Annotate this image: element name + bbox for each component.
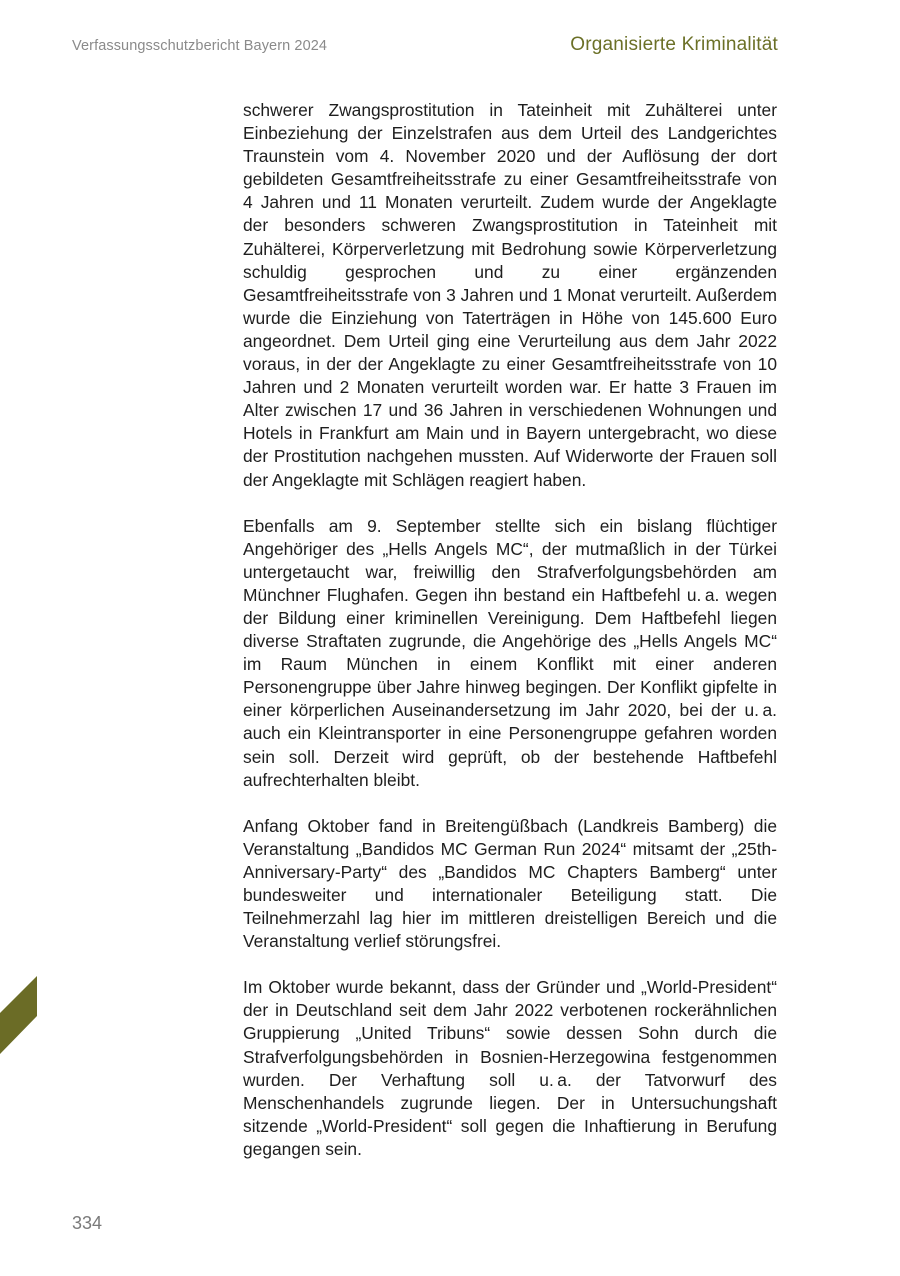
section-title: Organisierte Kriminalität <box>570 34 778 55</box>
paragraph-court-ruling: schwerer Zwangsprostitution in Tateinheit mit Zuhälterei unter Einbeziehung der Einzelstrafen aus dem Urteil des Landgerichtes Traunstein vom 4. November 2020 und der Auflösung der dort gebildeten Gesamtfreiheitsstrafe zu einer Gesamtfreiheitsstrafe von 4 Jahren und 11 Monaten verurteilt. Zudem wurde der Angeklagte der besonders schweren Zwangsprostitution in Tateinheit mit Zuhälterei, Körperverletzung mit Bedrohung sowie Körperverletzung schuldig gesprochen und zu einer ergänzenden Gesamtfreiheitsstrafe von 3 Jahren und 1 Monat verurteilt. Außerdem wurde die Einziehung von Taterträgen in Höhe von 145.600 Euro angeordnet. Dem Urteil ging eine Verurteilung aus dem Jahr 2022 voraus, in der der Angeklagte zu einer Gesamtfreiheitsstrafe von 10 Jahren und 2 Monaten verurteilt worden war. Er hatte 3 Frauen im Alter zwischen 17 und 36 Jahren in verschiedenen Wohnungen und Hotels in Frankfurt am Main und in Bayern untergebracht, wo diese der Prostitution nachgehen mussten. Auf Widerworte der Frauen soll der Angeklagte mit Schlägen reagiert haben. <box>243 100 777 490</box>
document-title: Verfassungsschutzbericht Bayern 2024 <box>72 38 328 54</box>
chapter-side-tab <box>0 976 37 1054</box>
paragraph-united-tribuns: Im Oktober wurde bekannt, dass der Gründer und „World-President“ der in Deutschland seit dem Jahr 2022 verbotenen rockerähnlichen Gruppierung „United Tribuns“ sowie dessen Sohn durch die Strafverfolgungsbehörden in Bosnien-Herzegowina festgenommen wurden. Der Verhaftung soll u. a. der Tatvorwurf des Menschenhandels zugrunde liegen. Der in Untersuchungshaft sitzende „World-President“ soll gegen die Inhaftierung in Berufung gegangen sein. <box>243 977 777 1159</box>
paragraph-bandidos-event: Anfang Oktober fand in Breitengüßbach (Landkreis Bamberg) die Veranstaltung „Bandidos MC German Run 2024“ mitsamt der „25th-Anniversary-Party“ des „Bandidos MC Chapters Bamberg“ unter bundesweiter und internationaler Beteiligung statt. Die Teilnehmerzahl lag hier im mittleren dreistelligen Bereich und die Veranstaltung verlief störungsfrei. <box>243 815 777 952</box>
paragraph-hells-angels: Ebenfalls am 9. September stellte sich ein bislang flüchtiger Angehöriger des „Hells Angels MC“, der mutmaßlich in der Türkei untergetaucht war, freiwillig den Strafverfolgungsbehörden am Münchner Flughafen. Gegen ihn bestand ein Haftbefehl u. a. wegen der Bildung einer kriminellen Vereinigung. Dem Haftbefehl liegen diverse Straftaten zugrunde, die Angehörige des „Hells Angels MC“ im Raum München in einem Konflikt mit einer anderen Personengruppe über Jahre hinweg begingen. Der Konflikt gipfelte in einer körperlichen Auseinandersetzung im Jahr 2020, bei der u. a. auch ein Kleintransporter in eine Personengruppe gefahren worden sein soll. Derzeit wird geprüft, ob der bestehende Haftbefehl aufrechterhalten bleibt. <box>243 515 777 790</box>
main-text <box>243 99 777 1184</box>
page-number: 334 <box>72 1213 103 1233</box>
